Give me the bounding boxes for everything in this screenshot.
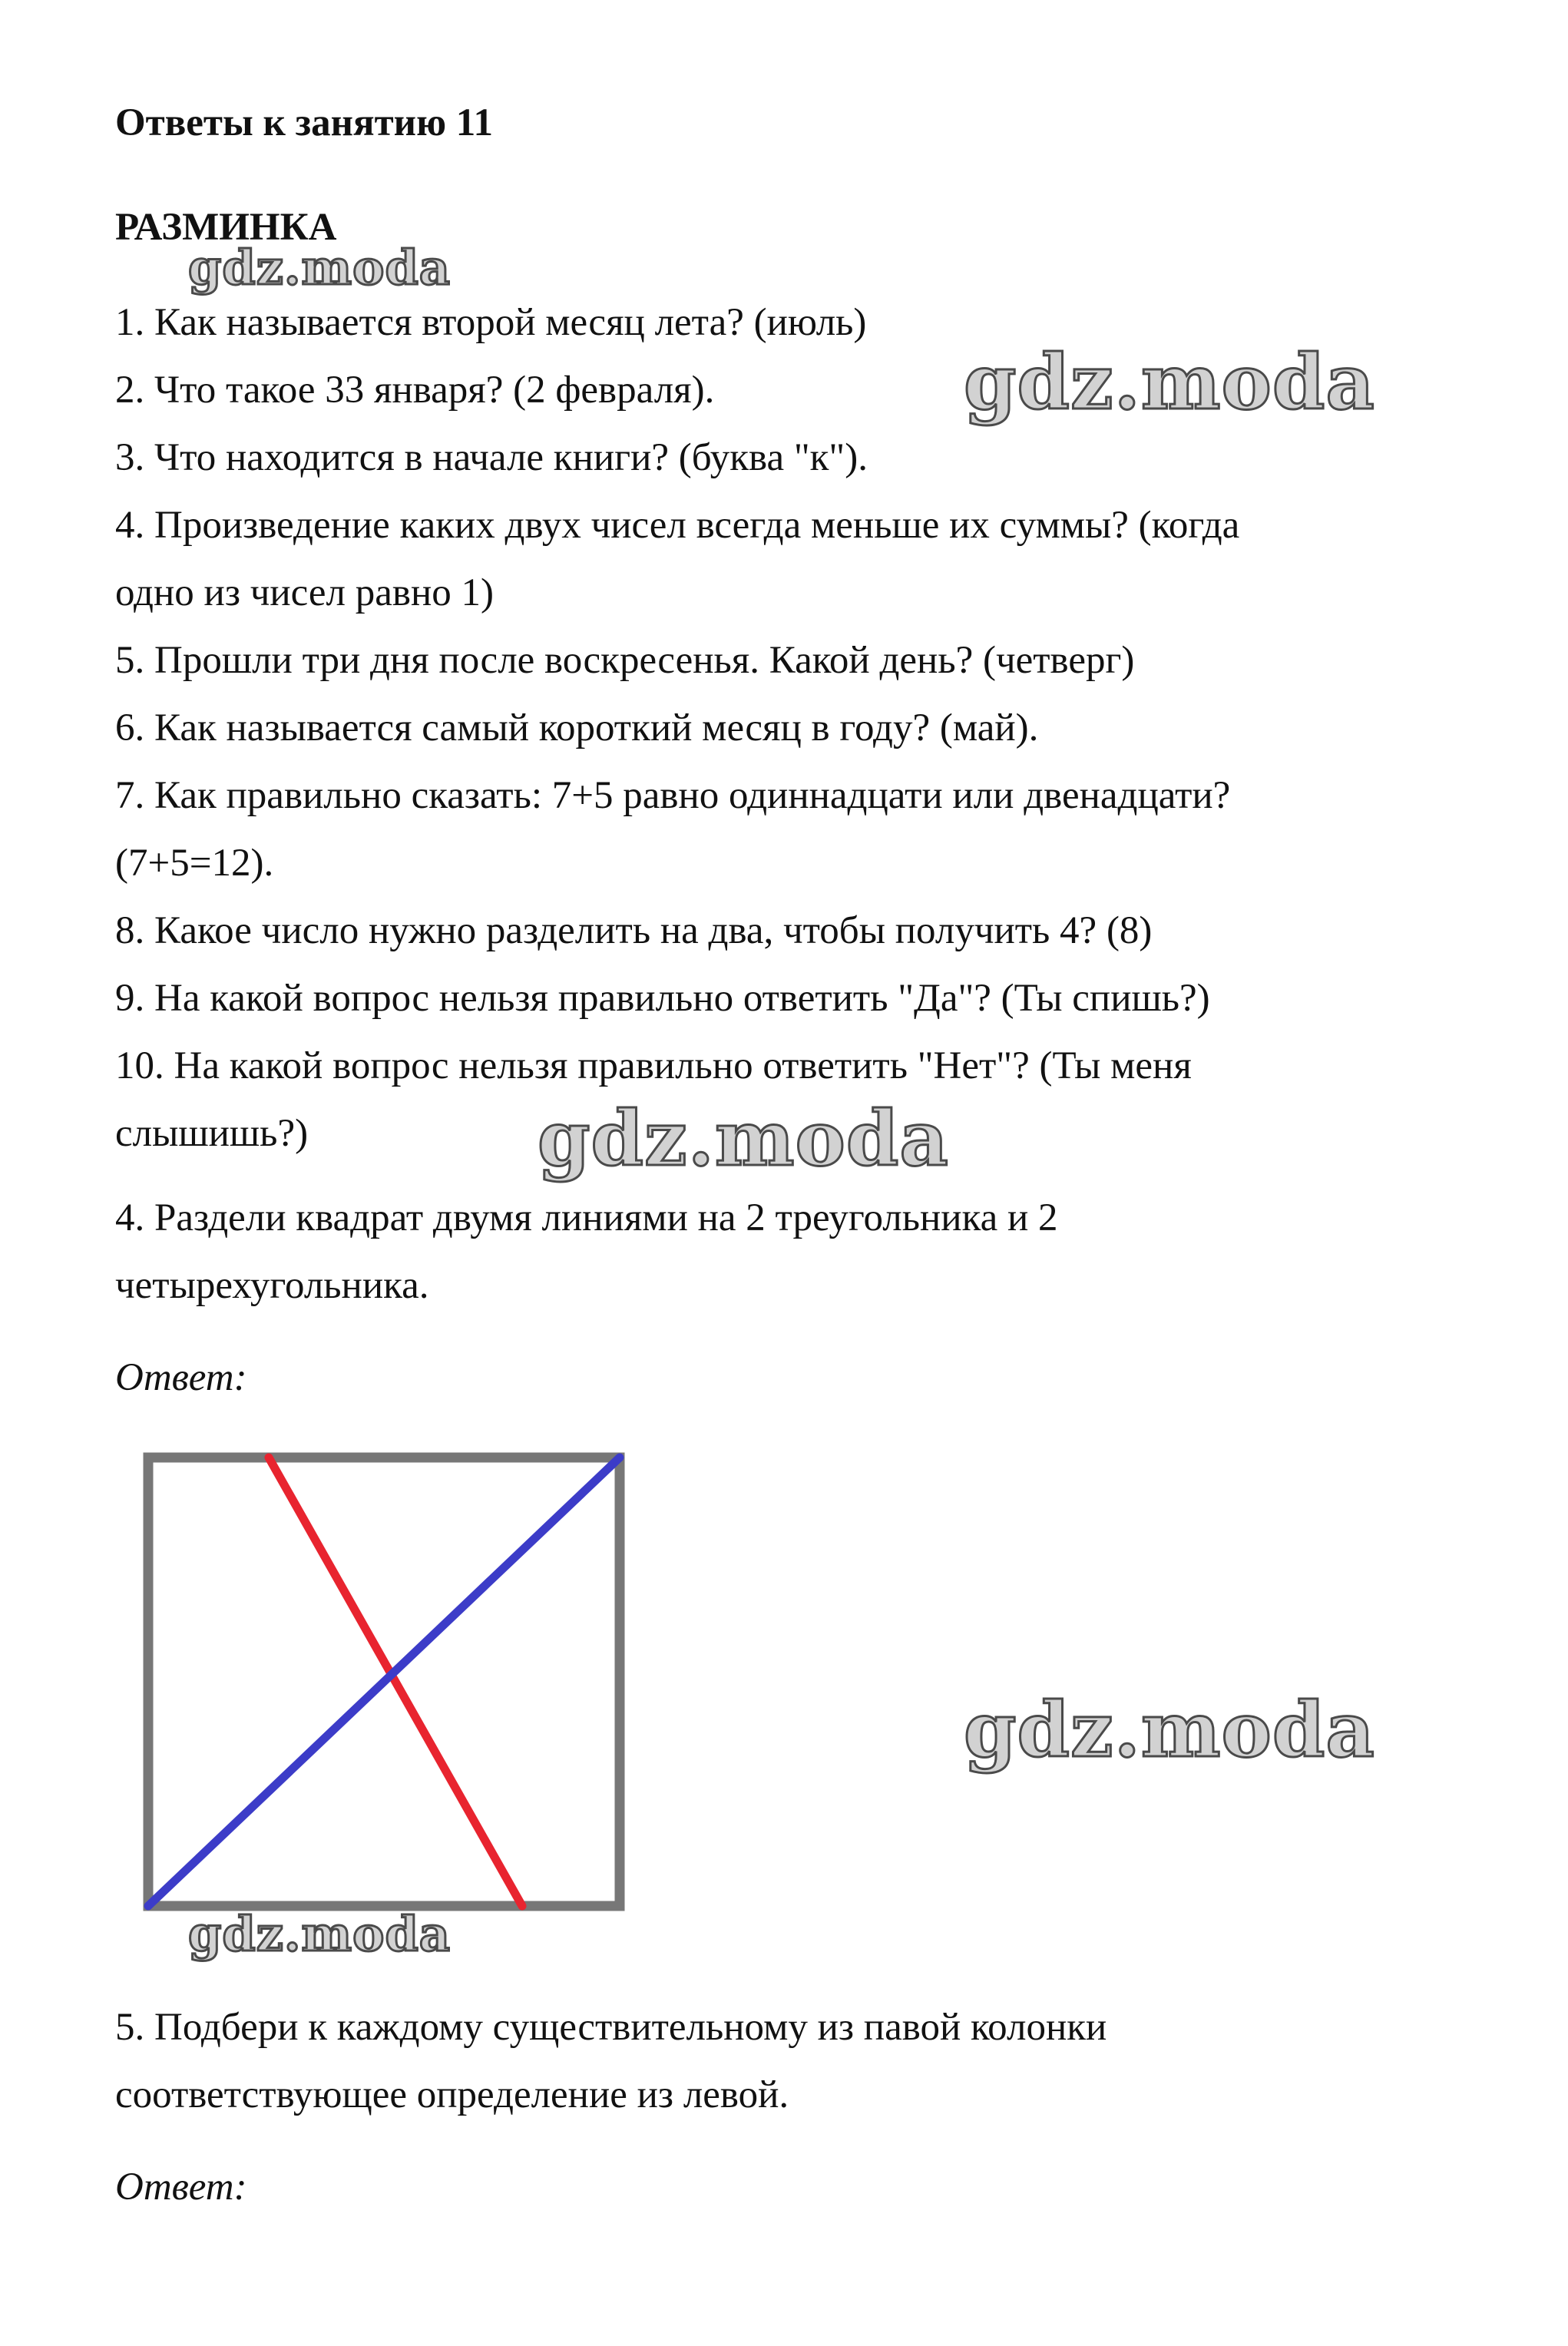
warmup-line: 1. Как называется второй месяц лета? (июль) bbox=[115, 301, 867, 344]
warmup-line: 7. Как правильно сказать: 7+5 равно одиннадцати или двенадцати? bbox=[115, 774, 1231, 817]
watermark: gdz.moda bbox=[188, 1906, 451, 1962]
warmup-line: 10. На какой вопрос нельзя правильно ответить "Нет"? (Ты меня bbox=[115, 1044, 1192, 1087]
watermark: gdz.moda bbox=[964, 339, 1375, 427]
task4-text: четырехугольника. bbox=[115, 1264, 429, 1307]
warmup-line: 2. Что такое 33 января? (2 февраля). bbox=[115, 369, 715, 412]
warmup-line: 9. На какой вопрос нельзя правильно ответить "Да"? (Ты спишь?) bbox=[115, 977, 1210, 1020]
page-title: Ответы к занятию 11 bbox=[115, 101, 493, 144]
task5-text: 5. Подбери к каждому существительному из павой колонки bbox=[115, 2006, 1107, 2049]
watermark: gdz.moda bbox=[964, 1686, 1375, 1775]
red-dividing-line bbox=[269, 1458, 522, 1906]
warmup-line: слышишь?) bbox=[115, 1112, 309, 1155]
square-divided-figure bbox=[138, 1448, 630, 1916]
warmup-line: одно из чисел равно 1) bbox=[115, 571, 494, 614]
warmup-line: 8. Какое число нужно разделить на два, чтобы получить 4? (8) bbox=[115, 909, 1153, 952]
task5-text: соответствующее определение из левой. bbox=[115, 2073, 789, 2116]
warmup-line: 4. Произведение каких двух чисел всегда меньше их суммы? (когда bbox=[115, 504, 1240, 547]
watermark: gdz.moda bbox=[538, 1095, 949, 1183]
warmup-line: 3. Что находится в начале книги? (буква "к"). bbox=[115, 436, 868, 479]
section-heading: РАЗМИНКА bbox=[115, 206, 337, 249]
blue-diagonal-line bbox=[148, 1458, 620, 1906]
warmup-line: (7+5=12). bbox=[115, 842, 274, 885]
warmup-line: 6. Как называется самый короткий месяц в году? (май). bbox=[115, 706, 1039, 749]
task4-text: 4. Раздели квадрат двумя линиями на 2 треугольника и 2 bbox=[115, 1196, 1058, 1239]
watermark: gdz.moda bbox=[188, 240, 451, 296]
task4-answer-label: Ответ: bbox=[115, 1356, 247, 1399]
warmup-line: 5. Прошли три дня после воскресенья. Какой день? (четверг) bbox=[115, 639, 1135, 682]
task5-answer-label: Ответ: bbox=[115, 2166, 247, 2209]
